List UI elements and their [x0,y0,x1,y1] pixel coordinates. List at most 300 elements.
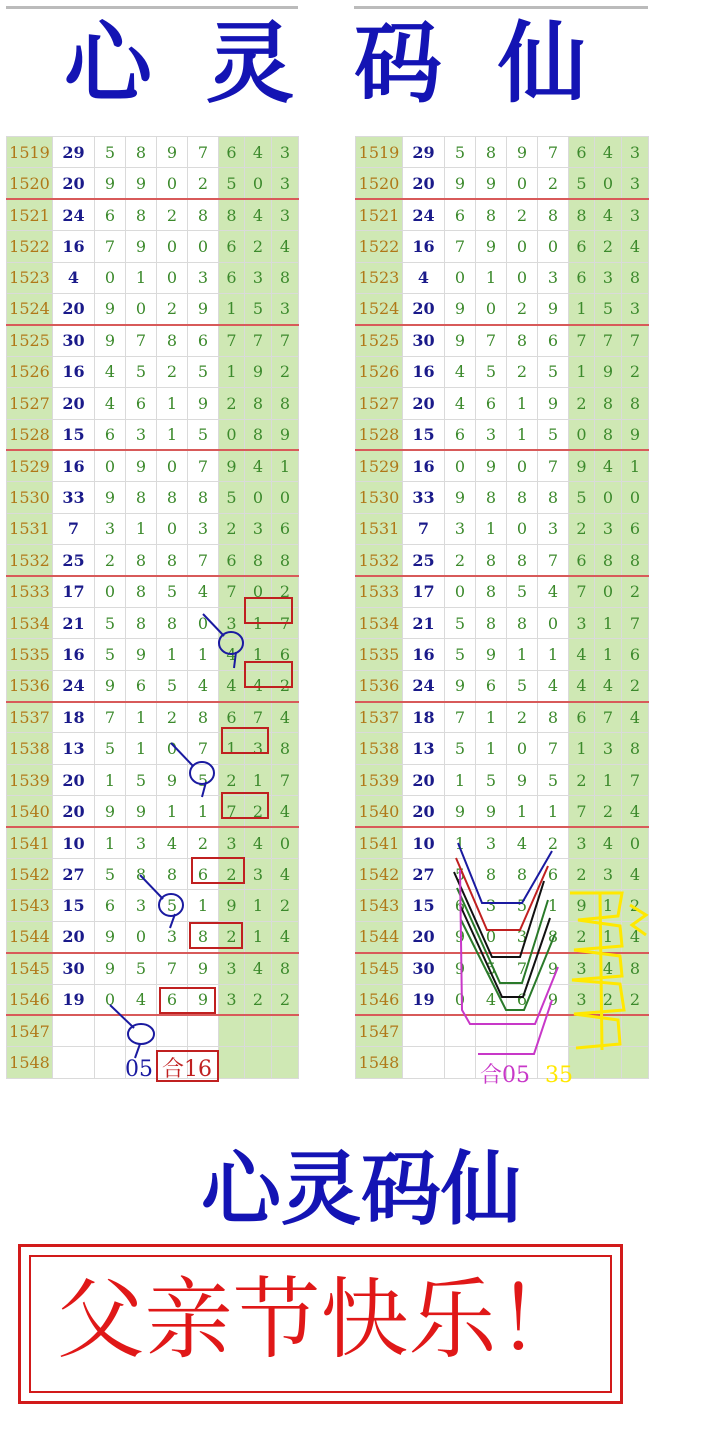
digit-cell: 0 [245,168,272,199]
digit-cell: 4 [245,953,272,984]
digit-cell: 3 [245,858,272,889]
period-cell: 1527 [7,388,53,419]
digit-cell: 5 [507,890,538,921]
digit-cell: 4 [126,984,157,1015]
digit-cell: 5 [476,764,507,795]
digit-cell: 2 [622,670,649,701]
digit-cell: 5 [445,639,476,670]
digit-cell: 6 [538,325,569,356]
digit-cell: 6 [219,262,245,293]
digit-cell: 4 [157,827,188,858]
digit-cell: 4 [595,450,622,481]
table-row [7,890,299,921]
digit-cell: 1 [245,764,272,795]
digit-cell: 0 [126,921,157,952]
table-row [7,450,299,481]
table-row [7,388,299,419]
sum-cell: 21 [53,607,95,638]
digit-cell: 2 [507,356,538,387]
digit-cell: 9 [507,137,538,168]
digit-cell: 5 [476,953,507,984]
period-cell: 1521 [356,199,403,230]
digit-cell: 5 [569,482,595,513]
table-row [356,293,649,324]
period-cell: 1538 [356,733,403,764]
digit-cell: 2 [569,388,595,419]
digit-cell: 0 [157,513,188,544]
digit-cell: 0 [622,482,649,513]
digit-cell: 0 [507,733,538,764]
digit-cell: 7 [569,325,595,356]
digit-cell: 1 [538,639,569,670]
digit-cell: 9 [157,137,188,168]
sum-cell: 16 [403,639,445,670]
table-row [356,890,649,921]
digit-cell: 3 [569,827,595,858]
sum-cell: 20 [403,388,445,419]
digit-cell: 1 [126,733,157,764]
digit-cell: 1 [507,388,538,419]
sum-cell: 4 [403,262,445,293]
digit-cell: 9 [538,388,569,419]
digit-cell: 9 [538,953,569,984]
digit-cell: 7 [219,325,245,356]
sum-cell: 13 [53,733,95,764]
period-cell: 1544 [356,921,403,952]
digit-cell [95,1015,126,1046]
period-cell: 1545 [356,953,403,984]
digit-cell: 7 [272,764,299,795]
digit-cell: 0 [507,168,538,199]
digit-cell: 0 [476,293,507,324]
period-cell: 1535 [356,639,403,670]
sum-cell: 21 [403,607,445,638]
digit-cell: 0 [538,231,569,262]
sum-cell: 18 [53,702,95,733]
digit-cell: 6 [95,890,126,921]
digit-cell: 8 [595,419,622,450]
digit-cell: 8 [569,199,595,230]
digit-cell [476,1047,507,1078]
digit-cell: 5 [95,639,126,670]
digit-cell: 3 [476,419,507,450]
digit-cell: 9 [95,953,126,984]
sum-cell: 29 [403,137,445,168]
digit-cell: 8 [157,325,188,356]
sum-cell: 20 [403,293,445,324]
period-cell: 1545 [7,953,53,984]
digit-cell: 8 [622,953,649,984]
digit-cell: 2 [507,293,538,324]
digit-cell: 1 [507,639,538,670]
digit-cell: 6 [476,670,507,701]
digit-cell: 2 [219,764,245,795]
digit-cell: 8 [272,545,299,576]
banner-text: 父亲节快乐！ [56,1268,585,1371]
table-row [7,419,299,450]
period-cell: 1546 [356,984,403,1015]
digit-cell: 1 [595,607,622,638]
digit-cell: 4 [595,670,622,701]
digit-cell [188,1015,219,1046]
table-row [356,419,649,450]
digit-cell: 3 [245,262,272,293]
digit-cell: 9 [188,953,219,984]
digit-cell: 9 [476,450,507,481]
digit-cell: 6 [538,858,569,889]
digit-cell: 4 [595,199,622,230]
digit-cell: 0 [507,231,538,262]
sum-cell: 27 [403,858,445,889]
table-row [7,168,299,199]
digit-cell: 4 [219,670,245,701]
table-row [356,1047,649,1078]
digit-cell: 0 [272,827,299,858]
sum-cell: 33 [53,482,95,513]
digit-cell [476,1015,507,1046]
digit-cell: 6 [126,388,157,419]
digit-cell: 9 [507,764,538,795]
period-cell: 1534 [356,607,403,638]
digit-cell: 7 [445,231,476,262]
digit-cell: 9 [95,325,126,356]
digit-cell: 6 [95,199,126,230]
digit-cell: 0 [507,262,538,293]
digit-cell: 7 [622,764,649,795]
period-cell: 1547 [356,1015,403,1046]
digit-cell [219,1047,245,1078]
digit-cell: 9 [126,231,157,262]
sum-cell: 18 [403,702,445,733]
digit-cell: 3 [126,419,157,450]
digit-cell: 2 [219,388,245,419]
digit-cell: 8 [538,482,569,513]
digit-cell: 3 [538,262,569,293]
digit-cell: 8 [126,576,157,607]
digit-cell [272,1015,299,1046]
period-cell: 1541 [356,827,403,858]
digit-cell [188,1047,219,1078]
digit-cell: 6 [157,984,188,1015]
table-row [7,576,299,607]
left-annotation-he16: 合16 [162,1057,212,1082]
digit-cell: 7 [95,231,126,262]
digit-cell: 9 [188,388,219,419]
digit-cell: 5 [219,168,245,199]
period-cell: 1543 [7,890,53,921]
sum-cell: 15 [403,890,445,921]
digit-cell: 4 [445,388,476,419]
digit-cell: 2 [595,796,622,827]
fathers-day-banner [18,1244,623,1404]
digit-cell: 7 [219,576,245,607]
digit-cell: 9 [245,356,272,387]
digit-cell: 9 [476,231,507,262]
digit-cell [272,1047,299,1078]
period-cell: 1530 [356,482,403,513]
digit-cell: 4 [507,827,538,858]
digit-cell: 6 [622,513,649,544]
digit-cell: 2 [622,576,649,607]
table-row [356,670,649,701]
digit-cell: 9 [126,796,157,827]
digit-cell: 0 [157,262,188,293]
digit-cell: 2 [569,764,595,795]
digit-cell: 8 [188,482,219,513]
digit-cell: 9 [126,450,157,481]
right-annotation-he05: 合05 [480,1063,530,1088]
digit-cell: 7 [538,137,569,168]
period-cell: 1529 [356,450,403,481]
digit-cell: 8 [245,419,272,450]
digit-cell: 8 [595,545,622,576]
sum-cell: 10 [53,827,95,858]
sum-cell: 24 [403,199,445,230]
digit-cell: 0 [507,513,538,544]
sum-cell: 17 [53,576,95,607]
digit-cell: 9 [445,325,476,356]
table-row [356,199,649,230]
digit-cell [622,1047,649,1078]
digit-cell: 3 [219,953,245,984]
digit-cell: 2 [507,702,538,733]
digit-cell: 8 [622,262,649,293]
digit-cell: 0 [445,450,476,481]
digit-cell: 4 [272,921,299,952]
sum-cell: 20 [53,764,95,795]
digit-cell: 5 [157,576,188,607]
sum-cell: 20 [403,168,445,199]
digit-cell: 9 [476,168,507,199]
digit-cell: 3 [272,199,299,230]
period-cell: 1537 [356,702,403,733]
period-cell: 1532 [7,545,53,576]
digit-cell: 9 [445,293,476,324]
digit-cell: 9 [95,482,126,513]
digit-cell: 8 [476,545,507,576]
sum-cell: 20 [403,764,445,795]
digit-cell [569,1015,595,1046]
digit-cell: 9 [476,796,507,827]
digit-cell: 2 [569,858,595,889]
left-number-table [6,136,299,1079]
digit-cell: 3 [622,293,649,324]
digit-cell: 1 [476,262,507,293]
digit-cell [126,1047,157,1078]
period-cell: 1541 [7,827,53,858]
period-cell: 1530 [7,482,53,513]
digit-cell: 6 [622,639,649,670]
digit-cell: 3 [569,953,595,984]
digit-cell [622,1015,649,1046]
sum-cell: 4 [53,262,95,293]
right-number-table [355,136,649,1079]
digit-cell: 0 [95,450,126,481]
digit-cell: 3 [622,199,649,230]
digit-cell [507,1047,538,1078]
digit-cell: 7 [538,733,569,764]
sum-cell: 16 [53,450,95,481]
digit-cell: 2 [95,545,126,576]
sum-cell: 16 [403,231,445,262]
sum-cell: 25 [53,545,95,576]
table-row [7,953,299,984]
digit-cell: 1 [445,764,476,795]
digit-cell: 1 [569,733,595,764]
digit-cell: 1 [507,419,538,450]
digit-cell: 4 [622,858,649,889]
digit-cell: 2 [622,984,649,1015]
digit-cell: 5 [188,356,219,387]
digit-cell: 4 [95,356,126,387]
digit-cell: 5 [188,419,219,450]
digit-cell: 5 [445,607,476,638]
digit-cell: 7 [272,325,299,356]
digit-cell: 5 [188,764,219,795]
digit-cell: 0 [157,450,188,481]
digit-cell: 9 [95,796,126,827]
digit-cell: 5 [157,670,188,701]
digit-cell: 4 [595,953,622,984]
period-cell: 1523 [7,262,53,293]
digit-cell: 1 [569,293,595,324]
digit-cell: 3 [272,137,299,168]
digit-cell: 0 [595,168,622,199]
digit-cell: 0 [445,262,476,293]
digit-cell: 3 [188,513,219,544]
digit-cell: 8 [219,199,245,230]
digit-cell: 1 [569,356,595,387]
table-row [7,858,299,889]
digit-cell: 0 [272,482,299,513]
digit-cell: 7 [272,607,299,638]
period-cell: 1520 [356,168,403,199]
digit-cell [595,1015,622,1046]
digit-cell: 4 [188,576,219,607]
digit-cell: 1 [126,262,157,293]
digit-cell: 1 [538,890,569,921]
digit-cell: 9 [569,450,595,481]
period-cell: 1533 [356,576,403,607]
sum-cell: 30 [403,953,445,984]
digit-cell: 2 [272,890,299,921]
digit-cell: 7 [538,545,569,576]
digit-cell: 7 [188,545,219,576]
digit-cell: 2 [595,231,622,262]
digit-cell: 3 [595,733,622,764]
digit-cell: 4 [622,921,649,952]
period-cell: 1535 [7,639,53,670]
digit-cell: 4 [595,137,622,168]
sum-cell: 20 [403,796,445,827]
digit-cell: 1 [157,419,188,450]
digit-cell: 5 [219,482,245,513]
period-cell: 1521 [7,199,53,230]
sum-cell [53,1015,95,1046]
digit-cell: 5 [569,168,595,199]
period-cell: 1542 [7,858,53,889]
digit-cell: 7 [622,607,649,638]
digit-cell: 8 [507,482,538,513]
period-cell: 1533 [7,576,53,607]
digit-cell: 6 [95,419,126,450]
digit-cell: 8 [272,388,299,419]
table-row [7,670,299,701]
digit-cell: 1 [157,796,188,827]
digit-cell: 8 [272,733,299,764]
digit-cell: 2 [219,921,245,952]
sum-cell [403,1015,445,1046]
digit-cell: 1 [157,388,188,419]
digit-cell: 5 [126,764,157,795]
period-cell: 1524 [7,293,53,324]
period-cell: 1520 [7,168,53,199]
digit-cell: 5 [157,890,188,921]
digit-cell: 7 [126,325,157,356]
sum-cell: 15 [53,890,95,921]
digit-cell: 3 [569,984,595,1015]
digit-cell: 1 [219,356,245,387]
sum-cell: 24 [53,199,95,230]
digit-cell: 8 [157,858,188,889]
table-row [7,607,299,638]
sum-cell: 29 [53,137,95,168]
period-cell: 1543 [356,890,403,921]
digit-cell: 5 [245,293,272,324]
digit-cell: 0 [157,733,188,764]
digit-cell: 2 [157,293,188,324]
period-cell: 1528 [7,419,53,450]
digit-cell: 6 [445,419,476,450]
period-cell: 1537 [7,702,53,733]
table-row [356,325,649,356]
table-row [356,702,649,733]
digit-cell: 0 [569,419,595,450]
period-cell: 1519 [7,137,53,168]
digit-cell: 5 [95,858,126,889]
digit-cell: 2 [445,545,476,576]
table-row [356,262,649,293]
title-char-1: 心 [64,12,153,115]
digit-cell: 7 [476,325,507,356]
digit-cell: 1 [272,450,299,481]
period-cell: 1542 [356,858,403,889]
digit-cell: 1 [595,639,622,670]
digit-cell: 9 [445,168,476,199]
sum-cell: 20 [53,388,95,419]
period-cell: 1536 [7,670,53,701]
digit-cell: 8 [126,137,157,168]
digit-cell: 3 [622,168,649,199]
digit-cell: 2 [219,513,245,544]
table-row [356,450,649,481]
period-cell: 1525 [356,325,403,356]
period-cell: 1522 [7,231,53,262]
digit-cell: 8 [272,262,299,293]
period-cell: 1547 [7,1015,53,1046]
digit-cell: 3 [157,921,188,952]
digit-cell: 0 [157,231,188,262]
digit-cell: 7 [188,733,219,764]
table-row [356,733,649,764]
digit-cell: 2 [272,576,299,607]
digit-cell: 5 [95,733,126,764]
digit-cell: 4 [272,231,299,262]
digit-cell: 7 [622,325,649,356]
digit-cell: 4 [445,356,476,387]
table-row [7,796,299,827]
digit-cell: 2 [272,670,299,701]
